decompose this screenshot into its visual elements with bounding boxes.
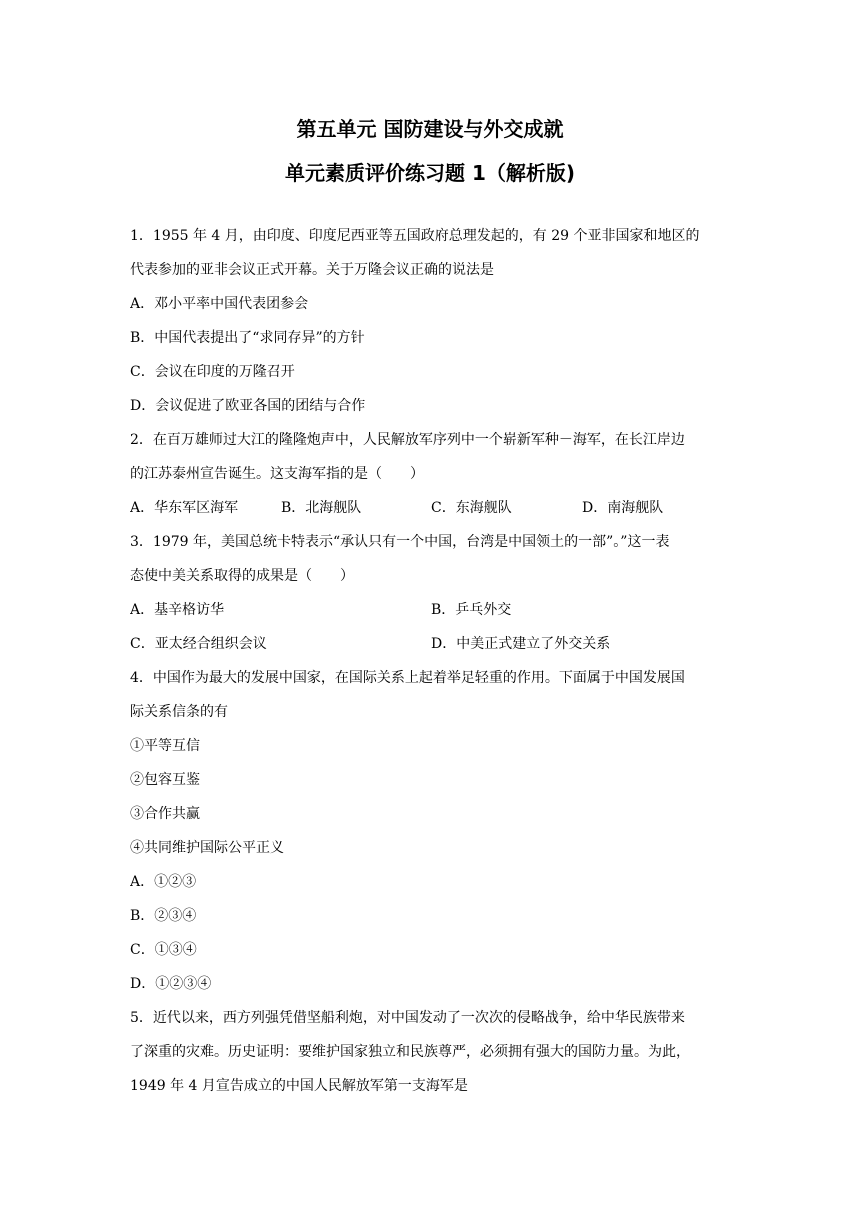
answer-option: C．东海舰队 (431, 500, 512, 516)
answer-option: A．基辛格访华 (130, 602, 225, 618)
question-stem-line: 2．在百万雄师过大江的隆隆炮声中，人民解放军序列中一个崭新军种－海军，在长江岸边 (130, 432, 685, 448)
question-stem-line: 1．1955 年 4 月，由印度、印度尼西亚等五国政府总理发起的，有 29 个亚非国家和地区的 (130, 228, 700, 244)
answer-options-row (130, 631, 730, 665)
question-3 (130, 529, 730, 665)
question-4 (130, 665, 730, 1005)
statement-item: ②包容互鉴 (130, 772, 200, 788)
answer-option: D．会议促进了欧亚各国的团结与合作 (130, 398, 366, 414)
answer-options-row (130, 597, 730, 631)
question-stem-line: 3．1979 年，美国总统卡特表示“承认只有一个中国，台湾是中国领土的一部”。”这一表 (130, 534, 670, 550)
document-title: 第五单元 国防建设与外交成就 (296, 117, 564, 141)
answer-option: D．南海舰队 (582, 500, 664, 516)
question-5 (130, 1005, 730, 1107)
statement-item: ①平等互信 (130, 738, 200, 754)
answer-option: B．北海舰队 (281, 500, 362, 516)
answer-option: D．①②③④ (130, 976, 212, 992)
question-stem-line: 4．中国作为最大的发展中国家，在国际关系上起着举足轻重的作用。下面属于中国发展国 (130, 670, 685, 686)
question-stem-line: 1949 年 4 月宣告成立的中国人民解放军第一支海军是 (130, 1078, 468, 1094)
question-stem-line: 际关系信条的有 (130, 704, 228, 720)
answer-option: A．邓小平率中国代表团参会 (130, 296, 309, 312)
answer-options-row (130, 495, 730, 529)
answer-option: C．①③④ (130, 942, 197, 958)
question-stem-line: 5．近代以来，西方列强凭借坚船利炮，对中国发动了一次次的侵略战争，给中华民族带来 (130, 1010, 685, 1026)
question-stem-line: 的江苏泰州宣告诞生。这支海军指的是（ ） (130, 466, 424, 482)
answer-option: B．②③④ (130, 908, 197, 924)
answer-option: B．乒乓外交 (431, 602, 512, 618)
answer-option: A．①②③ (130, 874, 197, 890)
question-2 (130, 427, 730, 529)
answer-option: C．亚太经合组织会议 (130, 636, 267, 652)
answer-option: B．中国代表提出了“求同存异”的方针 (130, 330, 365, 346)
answer-option: D．中美正式建立了外交关系 (431, 636, 611, 652)
question-stem-line: 代表参加的亚非会议正式开幕。关于万隆会议正确的说法是 (130, 262, 494, 278)
question-stem-line: 了深重的灾难。历史证明：要维护国家独立和民族尊严，必须拥有强大的国防力量。为此， (130, 1044, 690, 1060)
question-list (130, 223, 730, 1107)
statement-item: ④共同维护国际公平正义 (130, 840, 284, 856)
statement-item: ③合作共赢 (130, 806, 200, 822)
document-subtitle: 单元素质评价练习题 1（解析版) (284, 161, 576, 185)
answer-option: C．会议在印度的万隆召开 (130, 364, 295, 380)
answer-option: A．华东军区海军 (130, 500, 239, 516)
question-stem-line: 态使中美关系取得的成果是（ ） (130, 568, 354, 584)
question-1 (130, 223, 730, 427)
